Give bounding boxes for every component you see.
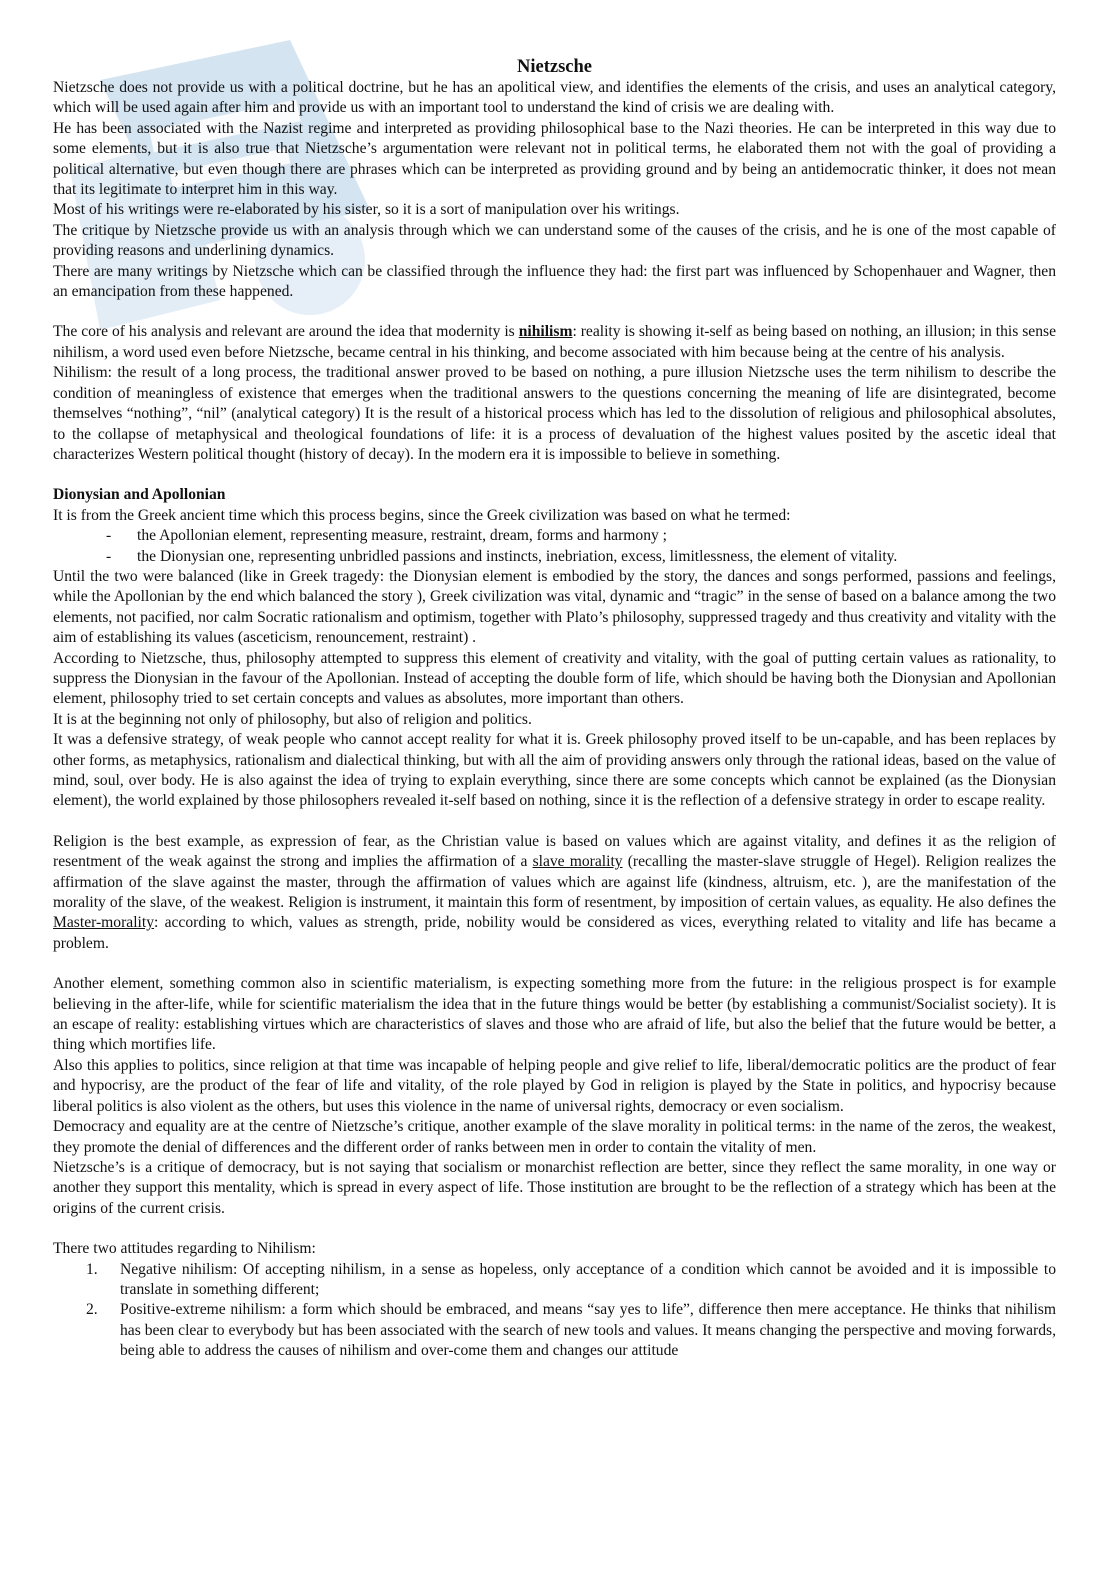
nihilism-term: nihilism <box>518 323 573 341</box>
intro-paragraph: Nietzsche does not provide us with a political doctrine, but he has an apolitical view, and identifies the elements of the crisis, and uses an analytical category, which will be used again after him and provide us with an important tool to understand the kind of crisis we are dealing with. <box>53 79 1056 117</box>
intro-paragraph: Most of his writings were re-elaborated by his sister, so it is a sort of manipulation over his writings. <box>53 201 680 219</box>
attitudes-intro: There two attitudes regarding to Nihilism: <box>53 1240 316 1258</box>
attitudes-list <box>53 1260 1056 1362</box>
future-paragraph: Democracy and equality are at the centre of Nietzsche’s critique, another example of the slave morality in political terms: in the name of the zeros, the weakest, they promote the denial of differences and the different order of ranks between men in order to contain the vitality of men. <box>53 1118 1056 1156</box>
future-paragraph: Also this applies to politics, since religion at that time was incapable of helping people and give relief to life, liberal/democratic politics are the product of fear and hypocrisy, are the product of the fear of life and vitality, of the role played by God in religion is played by the State in politics, and hypocrisy because liberal politics is also violent as the others, but uses this violence in the name of universal rights, democracy or even socialism. <box>53 1056 1056 1115</box>
paragraph-gap <box>53 465 1056 485</box>
intro-paragraph: He has been associated with the Nazist regime and interpreted as providing philosophical base to the Nazi theories. He can be interpreted in this way due to some elements, but it is also true that Nietzsche’s argumentation were relevant not in political terms, he elaborated them not with the goal of providing a political alternative, but even though there are phrases which can be interpreted as providing ground and by being an antidemocratic thinker, it does not mean that its legitimate to interpret him in this way. <box>53 119 1056 199</box>
intro-paragraph: There are many writings by Nietzsche which can be classified through the influence they had: the first part was influenced by Schopenhauer and Wagner, then an emancipation from these happened. <box>53 262 1056 301</box>
list-item: - the Apollonian element, representing measure, restraint, dream, forms and harmony ; <box>106 527 668 545</box>
future-paragraph: Nietzsche’s is a critique of democracy, but is not saying that socialism or monarchist reflection are better, since they reflect the same morality, in one way or another they support this mentality, which is spread in every aspect of life. Those institution are brought to be the reflection of a strategy which has been at the origins of the current crisis. <box>53 1158 1056 1217</box>
intro-paragraph: The critique by Nietzsche provide us with an analysis through which we can understand some of the causes of the crisis, and he is one of the most capable of providing reasons and underlining dynamics. <box>53 221 1056 260</box>
list-item: - the Dionysian one, representing unbridled passions and instincts, inebriation, excess, limitlessness, the element of vitality. <box>106 547 898 565</box>
list-item: 2. Positive-extreme nihilism: a form which should be embraced, and means “say yes to life”, difference then mere acceptance. He thinks that nihilism has been clear to everybody but has been associated with the search of new tools and values. It means changing the perspective and moving forwards, being able to address the causes of nihilism and over-come them and changes our attitude <box>86 1301 1056 1360</box>
dionysian-paragraph: Until the two were balanced (like in Greek tragedy: the Dionysian element is embodied by the story, the dances and songs performed, passions and feelings, while the Apollonian by the end which balanced the story ), Greek civilization was vital, dynamic and “tragic” in the sense of based on a balance among the two elements, not pacified, nor calm Socratic rationalism and optimism, together with Plato’s philosophy, suppressed tragedy and thus creativity and vitality with the aim of establishing its values (asceticism, renouncement, restraint) . <box>53 567 1056 647</box>
list-item: 1. Negative nihilism: Of accepting nihilism, in a sense as hopeless, only acceptance of a condition which cannot be avoided and it is impossible to translate in something different; <box>86 1260 1056 1298</box>
master-morality-term: Master-morality <box>53 914 155 932</box>
paragraph-gap <box>53 954 1056 974</box>
document-page <box>53 56 1056 1362</box>
dionysian-paragraph: It was a defensive strategy, of weak people who cannot accept reality for what it is. Greek philosophy proved itself to be un-capable, and has been replaces by other forms, as metaphysics, rationalism and dialectical thinking, but with all the aim of providing answers only through the rational ideas, based on the value of mind, soul, over body. He is also against the idea of trying to explain everything, since there are some concepts which cannot be explained (as the Dionysian element), the world explained by those philosophers revealed it-self based on nothing, since it is the reflection of a defensive strategy in order to escape reality. <box>53 731 1056 810</box>
nihilism-paragraph: The core of his analysis and relevant are around the idea that modernity is nihilism: reality is showing it-self as being based on nothing, an illusion; in this sense nihilism, a word used even before Nietzsche, became central in his thinking, and become associated with him because being at the centre of his analysis. <box>53 323 1056 361</box>
future-paragraph: Another element, something common also in scientific materialism, is expecting something more from the future: in the religious prospect is for example believing in the after-life, while for scientific materialism the idea that in the future things would be better (by establishing a communist/Socialist society). It is an escape of reality: establishing virtues which are characteristics of slaves and those who are afraid of life, but also the belief that the future would be better, a thing which mortifies life. <box>53 975 1056 1054</box>
dionysian-paragraph: It is at the beginning not only of philosophy, but also of religion and politics. <box>53 710 532 728</box>
document-title: Nietzsche <box>517 57 592 77</box>
dionysian-intro: It is from the Greek ancient time which this process begins, since the Greek civilization was based on what he termed: <box>53 506 791 524</box>
slave-morality-term: slave morality <box>532 853 623 871</box>
element-list <box>53 526 1056 567</box>
religion-paragraph: Religion is the best example, as expression of fear, as the Christian value is based on values which are against vitality, and defines it as the religion of resentment of the weak against the strong and implies the affirmation of a slave morality (recalling the master-slave struggle of Hegel). Religion realizes the affirmation of the slave against the master, through the affirmation of values which are against life (kindness, altruism, etc. ), are the manifestation of the morality of the slave, of the weakest. Religion is instrument, it maintain this form of resentment, by imposition of certain values, as equality. He also defines the Master-morality: according to which, values as strength, pride, nobility would be considered as vices, everything related to vitality and life has became a problem. <box>53 832 1056 952</box>
dionysian-paragraph: According to Nietzsche, thus, philosophy attempted to suppress this element of creativity and vitality, with the goal of putting certain values as rationality, to suppress the Dionysian in the favour of the Apollonian. Instead of accepting the double form of life, which should be having both the Dionysian and Apollonian element, philosophy tried to set certain concepts and values as absolutes, more important than others. <box>53 649 1056 708</box>
nihilism-definition-paragraph: Nihilism: the result of a long process, the traditional answer proved to be based on nothing, a pure illusion Nietzsche uses the term nihilism to describe the condition of meaningless of existence that emerges when the traditional answers to the questions concerning the meaning of life are disintegrated, become themselves “nothing”, “nil” (analytical category) It is the result of a historical process which has led to the dissolution of religious and philosophical absolutes, to the collapse of metaphysical and theological foundations of life: it is a process of devaluation of the highest values posited by the ascetic ideal that characterizes Western political thought (history of decay). In the modern era it is impossible to believe in something. <box>53 364 1056 463</box>
paragraph-gap <box>53 812 1056 832</box>
section-heading-dionysian: Dionysian and Apollonian <box>53 486 226 504</box>
paragraph-gap <box>53 302 1056 322</box>
paragraph-gap <box>53 1219 1056 1239</box>
